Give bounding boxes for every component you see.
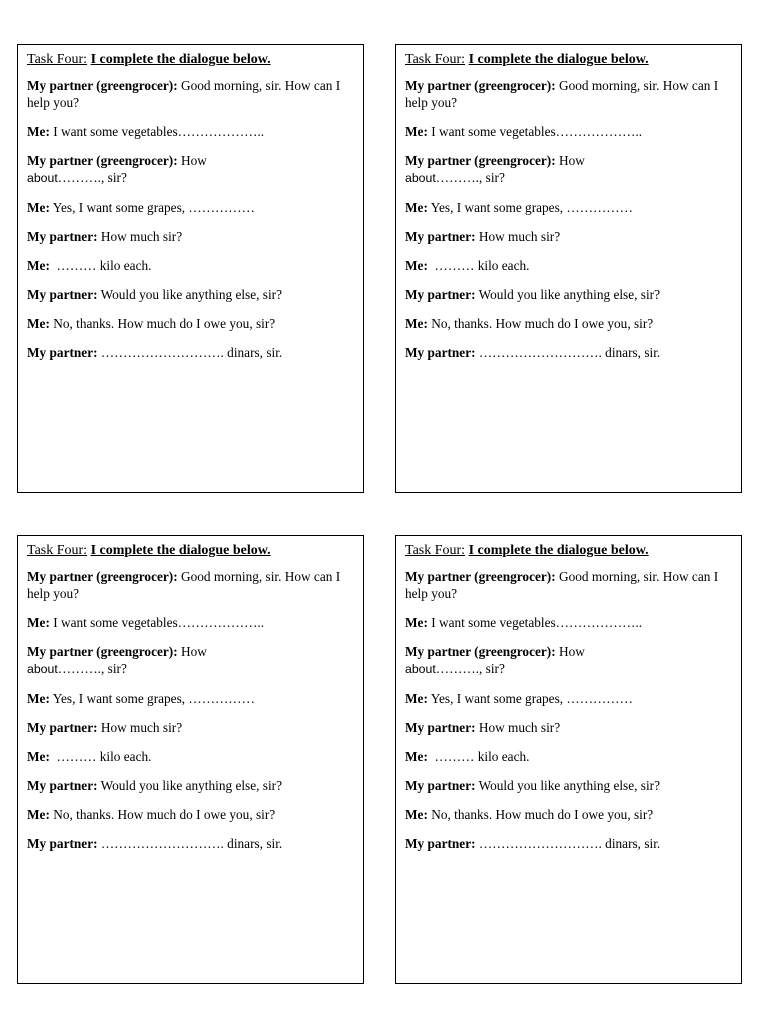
speaker-label: My partner (greengrocer): <box>405 644 556 659</box>
dialogue-line-2 <box>405 614 732 631</box>
speaker-label: Me: <box>27 258 50 273</box>
dialogue-line-3 <box>405 643 732 678</box>
dialogue-line-2 <box>405 123 732 140</box>
dialogue-text-blank: ………., sir? <box>57 661 127 676</box>
task-title <box>27 542 354 559</box>
dialogue-text: I want some vegetables……………….. <box>53 124 265 139</box>
dialogue-text: ……… kilo each. <box>56 258 152 273</box>
dialogue-text: Good morning, sir. How can I help you? <box>27 78 341 110</box>
speaker-label: Me: <box>27 749 50 764</box>
task-title <box>405 51 732 68</box>
speaker-label: My partner (greengrocer): <box>27 569 178 584</box>
dialogue-text: How much sir? <box>100 229 183 244</box>
dialogue-line-9 <box>27 835 354 852</box>
dialogue-text: How much sir? <box>478 720 561 735</box>
speaker-label: Me: <box>27 615 50 630</box>
dialogue-line-2 <box>27 123 354 140</box>
speaker-label: My partner: <box>405 720 476 735</box>
dialogue-line-5 <box>405 228 732 245</box>
task-label: Task Four: <box>27 52 88 67</box>
dialogue-line-4 <box>405 690 732 707</box>
speaker-label: My partner (greengrocer): <box>405 569 556 584</box>
speaker-label: My partner (greengrocer): <box>27 644 178 659</box>
dialogue-text: Would you like anything else, sir? <box>478 287 660 302</box>
dialogue-text: Would you like anything else, sir? <box>100 287 282 302</box>
task-instruction: I complete the dialogue below. <box>468 52 649 67</box>
dialogue-text: No, thanks. How much do I owe you, sir? <box>53 316 276 331</box>
speaker-label: My partner: <box>405 836 476 851</box>
dialogue-text: Yes, I want some grapes, …………… <box>52 691 255 706</box>
dialogue-text: No, thanks. How much do I owe you, sir? <box>53 807 276 822</box>
speaker-label: Me: <box>405 807 428 822</box>
speaker-label: Me: <box>27 200 50 215</box>
worksheet-card-2 <box>395 44 742 493</box>
dialogue-text-blank: ………., sir? <box>57 170 127 185</box>
dialogue-text: I want some vegetables……………….. <box>53 615 265 630</box>
speaker-label: Me: <box>405 316 428 331</box>
task-instruction: I complete the dialogue below. <box>90 543 271 558</box>
dialogue-text: Good morning, sir. How can I help you? <box>405 78 719 110</box>
worksheet-card-1 <box>17 44 364 493</box>
speaker-label: Me: <box>27 691 50 706</box>
dialogue-line-9 <box>405 835 732 852</box>
dialogue-line-8 <box>27 806 354 823</box>
dialogue-text: No, thanks. How much do I owe you, sir? <box>431 807 654 822</box>
dialogue-text: Good morning, sir. How can I help you? <box>405 569 719 601</box>
speaker-label: My partner: <box>27 345 98 360</box>
task-title <box>405 542 732 559</box>
task-instruction: I complete the dialogue below. <box>468 543 649 558</box>
task-label: Task Four: <box>27 543 88 558</box>
task-title <box>27 51 354 68</box>
dialogue-line-6 <box>405 257 732 274</box>
dialogue-line-9 <box>405 344 732 361</box>
dialogue-text: Would you like anything else, sir? <box>478 778 660 793</box>
dialogue-line-1 <box>405 77 732 111</box>
dialogue-text: ………………………. dinars, sir. <box>100 836 283 851</box>
dialogue-line-4 <box>27 690 354 707</box>
speaker-label: My partner: <box>405 778 476 793</box>
dialogue-text: I want some vegetables……………….. <box>431 124 643 139</box>
dialogue-line-4 <box>405 199 732 216</box>
dialogue-text: Yes, I want some grapes, …………… <box>430 200 633 215</box>
dialogue-text-about: about <box>405 662 436 676</box>
dialogue-text: How <box>180 644 207 659</box>
dialogue-text: How <box>558 644 585 659</box>
speaker-label: Me: <box>405 200 428 215</box>
dialogue-text: How much sir? <box>100 720 183 735</box>
speaker-label: Me: <box>27 316 50 331</box>
dialogue-line-8 <box>27 315 354 332</box>
speaker-label: My partner: <box>27 287 98 302</box>
dialogue-text: Yes, I want some grapes, …………… <box>52 200 255 215</box>
dialogue-line-7 <box>405 777 732 794</box>
dialogue-text: ……… kilo each. <box>56 749 152 764</box>
speaker-label: Me: <box>27 807 50 822</box>
dialogue-line-5 <box>27 228 354 245</box>
task-label: Task Four: <box>405 543 466 558</box>
speaker-label: My partner: <box>27 836 98 851</box>
speaker-label: My partner (greengrocer): <box>27 153 178 168</box>
speaker-label: My partner: <box>27 720 98 735</box>
speaker-label: My partner (greengrocer): <box>405 78 556 93</box>
dialogue-text-about: about <box>27 171 58 185</box>
dialogue-line-4 <box>27 199 354 216</box>
dialogue-line-3 <box>27 643 354 678</box>
speaker-label: Me: <box>27 124 50 139</box>
dialogue-line-7 <box>27 286 354 303</box>
dialogue-text: How <box>558 153 585 168</box>
dialogue-text: ………………………. dinars, sir. <box>478 836 661 851</box>
dialogue-line-6 <box>405 748 732 765</box>
dialogue-text: How <box>180 153 207 168</box>
dialogue-text-blank: ………., sir? <box>435 170 505 185</box>
speaker-label: My partner (greengrocer): <box>405 153 556 168</box>
speaker-label: Me: <box>405 258 428 273</box>
dialogue-line-7 <box>405 286 732 303</box>
dialogue-line-1 <box>27 77 354 111</box>
dialogue-text-about: about <box>405 171 436 185</box>
dialogue-text: Yes, I want some grapes, …………… <box>430 691 633 706</box>
dialogue-line-1 <box>405 568 732 602</box>
dialogue-line-1 <box>27 568 354 602</box>
dialogue-text: ……… kilo each. <box>434 258 530 273</box>
speaker-label: My partner: <box>27 229 98 244</box>
dialogue-line-2 <box>27 614 354 631</box>
speaker-label: Me: <box>405 749 428 764</box>
dialogue-line-8 <box>405 315 732 332</box>
dialogue-text: Good morning, sir. How can I help you? <box>27 569 341 601</box>
speaker-label: My partner: <box>405 345 476 360</box>
dialogue-text-about: about <box>27 662 58 676</box>
dialogue-text: I want some vegetables……………….. <box>431 615 643 630</box>
speaker-label: My partner: <box>27 778 98 793</box>
speaker-label: Me: <box>405 615 428 630</box>
speaker-label: Me: <box>405 124 428 139</box>
dialogue-line-3 <box>27 152 354 187</box>
dialogue-line-8 <box>405 806 732 823</box>
dialogue-line-6 <box>27 257 354 274</box>
dialogue-line-5 <box>27 719 354 736</box>
dialogue-line-3 <box>405 152 732 187</box>
dialogue-line-5 <box>405 719 732 736</box>
speaker-label: My partner (greengrocer): <box>27 78 178 93</box>
dialogue-line-9 <box>27 344 354 361</box>
dialogue-text: ………………………. dinars, sir. <box>478 345 661 360</box>
dialogue-text: ………………………. dinars, sir. <box>100 345 283 360</box>
task-instruction: I complete the dialogue below. <box>90 52 271 67</box>
dialogue-text: ……… kilo each. <box>434 749 530 764</box>
worksheet-card-4 <box>395 535 742 984</box>
dialogue-line-6 <box>27 748 354 765</box>
dialogue-text: No, thanks. How much do I owe you, sir? <box>431 316 654 331</box>
dialogue-text: Would you like anything else, sir? <box>100 778 282 793</box>
dialogue-text-blank: ………., sir? <box>435 661 505 676</box>
worksheet-card-3 <box>17 535 364 984</box>
speaker-label: My partner: <box>405 287 476 302</box>
speaker-label: Me: <box>405 691 428 706</box>
dialogue-line-7 <box>27 777 354 794</box>
task-label: Task Four: <box>405 52 466 67</box>
speaker-label: My partner: <box>405 229 476 244</box>
dialogue-text: How much sir? <box>478 229 561 244</box>
